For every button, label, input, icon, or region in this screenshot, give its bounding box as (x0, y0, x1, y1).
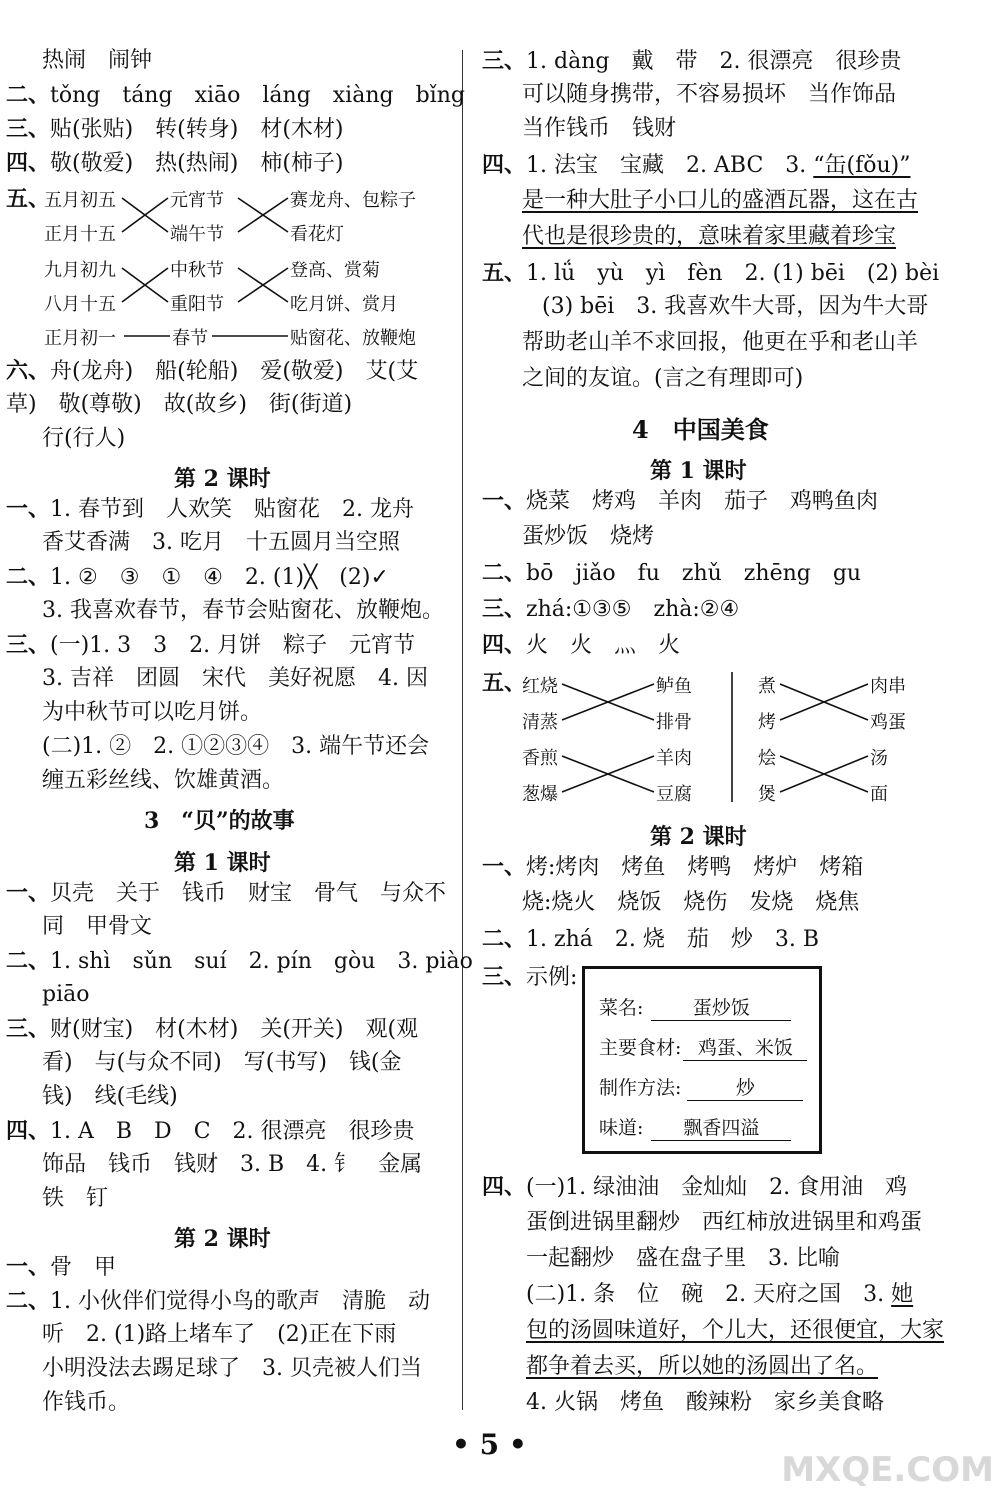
text-line: 钱) 线(毛线) (42, 1084, 178, 1109)
match-item: 吃月饼、赏月 (290, 294, 398, 315)
text-line: 五、1. lǘ yù yì fèn 2. (1) bēi (2) bèi (482, 260, 940, 286)
text-line: 同 甲骨文 (42, 914, 153, 939)
match-item: 香煎 (522, 748, 558, 769)
match-item: 赛龙舟、包粽子 (290, 190, 416, 211)
text-line: 四、(一)1. 绿油油 金灿灿 2. 食用油 鸡 (482, 1174, 908, 1200)
match-item: 五月初五 (44, 190, 116, 211)
match-item: 鸡蛋 (870, 712, 906, 733)
match-item: 鲈鱼 (656, 676, 692, 697)
card-row: 菜名: 蛋炒饭 (599, 993, 791, 1021)
page-number: • 5 • (452, 1428, 527, 1461)
text-line: (二)1. ② 2. ①②③④ 3. 端午节还会 (42, 734, 430, 759)
text-line: 一起翻炒 盛在盘子里 3. 比喻 (526, 1246, 840, 1271)
match-item: 烩 (758, 748, 776, 769)
match-item: 贴窗花、放鞭炮 (290, 328, 416, 349)
text-line: 为中秋节可以吃月饼。 (42, 700, 263, 725)
text-line: 听 2. (1)路上堵车了 (2)正在下雨 (42, 1322, 397, 1347)
text-line: 六、舟(龙舟) 船(轮船) 爱(敬爱) 艾(艾 (6, 358, 419, 384)
match-item: 中秋节 (170, 260, 224, 281)
lesson-heading: 第 2 课时 (174, 466, 271, 492)
text-line: 缠五彩丝线、饮雄黄酒。 (42, 768, 285, 793)
text-line: 行(行人) (42, 426, 126, 451)
text-line: 三、财(财宝) 材(木材) 关(开关) 观(观 (6, 1016, 419, 1042)
match-item: 正月十五 (44, 224, 116, 245)
text-line: 三、zhá:①③⑤ zhà:②④ (482, 596, 740, 622)
card-row: 味道: 飘香四溢 (599, 1113, 791, 1141)
match-item: 重阳节 (170, 294, 224, 315)
match-item: 八月十五 (44, 294, 116, 315)
text-line: 是一种大肚子小口儿的盛酒瓦器，这在古 (522, 188, 919, 213)
section-label: 五、 (482, 670, 527, 696)
lesson-heading: 第 2 课时 (650, 824, 747, 850)
lesson-heading: 第 1 课时 (174, 850, 271, 876)
text-line: 烧:烧火 烧饭 烧伤 发烧 烧焦 (522, 890, 860, 915)
text-line: 三、贴(张贴) 转(转身) 材(木材) (6, 116, 344, 142)
text-line: 当作钱币 钱财 (522, 116, 677, 141)
match-item: 红烧 (522, 676, 558, 697)
match-item: 九月初九 (44, 260, 116, 281)
text-line: 之间的友谊。(言之有理即可) (522, 366, 804, 391)
section-label: 五、 (6, 186, 51, 212)
match-item: 煮 (758, 676, 776, 697)
text-line: 作钱币。 (42, 1390, 131, 1415)
match-item: 春节 (172, 328, 208, 349)
text-line: 二、1. ② ③ ① ④ 2. (1)╳ (2)✓ (6, 564, 389, 590)
text-line: 3. 我喜欢春节，春节会贴窗花、放鞭炮。 (42, 598, 444, 623)
match-item: 端午节 (170, 224, 224, 245)
text-line: 四、1. 法宝 宝藏 2. ABC 3. “缶(fǒu)” (482, 152, 911, 178)
text-line: 小明没法去踢足球了 3. 贝壳被人们当 (42, 1356, 422, 1381)
text-line: 三、(一)1. 3 3 2. 月饼 粽子 元宵节 (6, 632, 416, 658)
recipe-card (582, 966, 822, 1154)
text-line: 看) 与(与众不同) 写(书写) 钱(金 (42, 1050, 402, 1075)
text-line: 帮助老山羊不求回报，他更在乎和老山羊 (522, 330, 919, 355)
text-line: 一、贝壳 关于 钱币 财宝 骨气 与众不 (6, 880, 447, 906)
text-line: 饰品 钱币 钱财 3. B 4. 钅 金属 (42, 1152, 423, 1177)
match-item: 正月初一 (44, 328, 116, 349)
card-row: 制作方法: 炒 (599, 1073, 803, 1101)
text-line: 三、示例: (482, 964, 578, 990)
text-line: 蛋炒饭 烧烤 (522, 524, 655, 549)
text-line: (3) bēi 3. 我喜欢牛大哥，因为牛大哥 (542, 294, 929, 319)
text-line: 3. 吉祥 团圆 宋代 美好祝愿 4. 因 (42, 666, 428, 691)
match-item: 烤 (758, 712, 776, 733)
match-item: 元宵节 (170, 190, 224, 211)
text-line: 二、1. 小伙伴们觉得小鸟的歌声 清脆 动 (6, 1288, 431, 1314)
text-line: 二、1. zhá 2. 烧 茄 炒 3. B (482, 926, 820, 952)
text-line: 一、烧菜 烤鸡 羊肉 茄子 鸡鸭鱼肉 (482, 488, 879, 514)
text-line: 二、1. shì sǔn suí 2. pín gòu 3. piào (6, 948, 473, 974)
text-line: 热闹 闹钟 (42, 48, 153, 73)
text-line: 包的汤圆味道好，个儿大，还很便宜，大家 (526, 1318, 945, 1343)
text-line: (二)1. 条 位 碗 2. 天府之国 3. 她 (526, 1282, 914, 1307)
chapter-heading: 4 中国美食 (632, 415, 769, 444)
match-item: 肉串 (870, 676, 906, 697)
text-line: 二、tǒng táng xiāo láng xiàng bǐng (6, 82, 465, 108)
text-line: 都争着去买，所以她的汤圆出了名。 (526, 1354, 879, 1379)
text-line: 草) 敬(尊敬) 故(故乡) 街(街道) (6, 392, 353, 417)
text-line: 铁 钉 (42, 1186, 109, 1211)
text-line: 二、bō jiǎo fu zhǔ zhēng gu (482, 560, 862, 586)
text-line: 4. 火锅 烤鱼 酸辣粉 家乡美食略 (526, 1390, 884, 1415)
match-item: 排骨 (656, 712, 692, 733)
match-item: 煲 (758, 784, 776, 805)
text-line: piāo (42, 982, 90, 1007)
text-line: 四、敬(敬爱) 热(热闹) 柿(柿子) (6, 150, 344, 176)
match-item: 豆腐 (656, 784, 692, 805)
text-line: 代也是很珍贵的，意味着家里藏着珍宝 (522, 224, 897, 249)
match-item: 面 (870, 784, 888, 805)
text-line: 一、1. 春节到 人欢笑 贴窗花 2. 龙舟 (6, 496, 414, 522)
match-item: 羊肉 (656, 748, 692, 769)
card-row: 主要食材: 鸡蛋、米饭 (599, 1033, 807, 1061)
text-line: 可以随身携带，不容易损坏 当作饰品 (522, 82, 897, 107)
text-line: 一、烤:烤肉 烤鱼 烤鸭 烤炉 烤箱 (482, 854, 864, 880)
text-line: 三、1. dàng 戴 带 2. 很漂亮 很珍贵 (482, 48, 902, 74)
text-line: 一、骨 甲 (6, 1254, 117, 1280)
text-line: 四、1. A B D C 2. 很漂亮 很珍贵 (6, 1118, 415, 1144)
match-item: 汤 (870, 748, 888, 769)
match-item: 葱爆 (522, 784, 558, 805)
lesson-heading: 第 2 课时 (174, 1226, 271, 1252)
match-item: 登高、赏菊 (290, 260, 380, 281)
match-item: 清蒸 (522, 712, 558, 733)
chapter-heading: 3 “贝”的故事 (144, 808, 295, 834)
match-item: 看花灯 (290, 224, 344, 245)
lesson-heading: 第 1 课时 (650, 458, 747, 484)
text-line: 香艾香满 3. 吃月 十五圆月当空照 (42, 530, 400, 555)
watermark: MXQE.COM (781, 1450, 994, 1490)
text-line: 四、火 火 灬 火 (482, 632, 681, 658)
text-line: 蛋倒进锅里翻炒 西红柿放进锅里和鸡蛋 (526, 1210, 923, 1235)
